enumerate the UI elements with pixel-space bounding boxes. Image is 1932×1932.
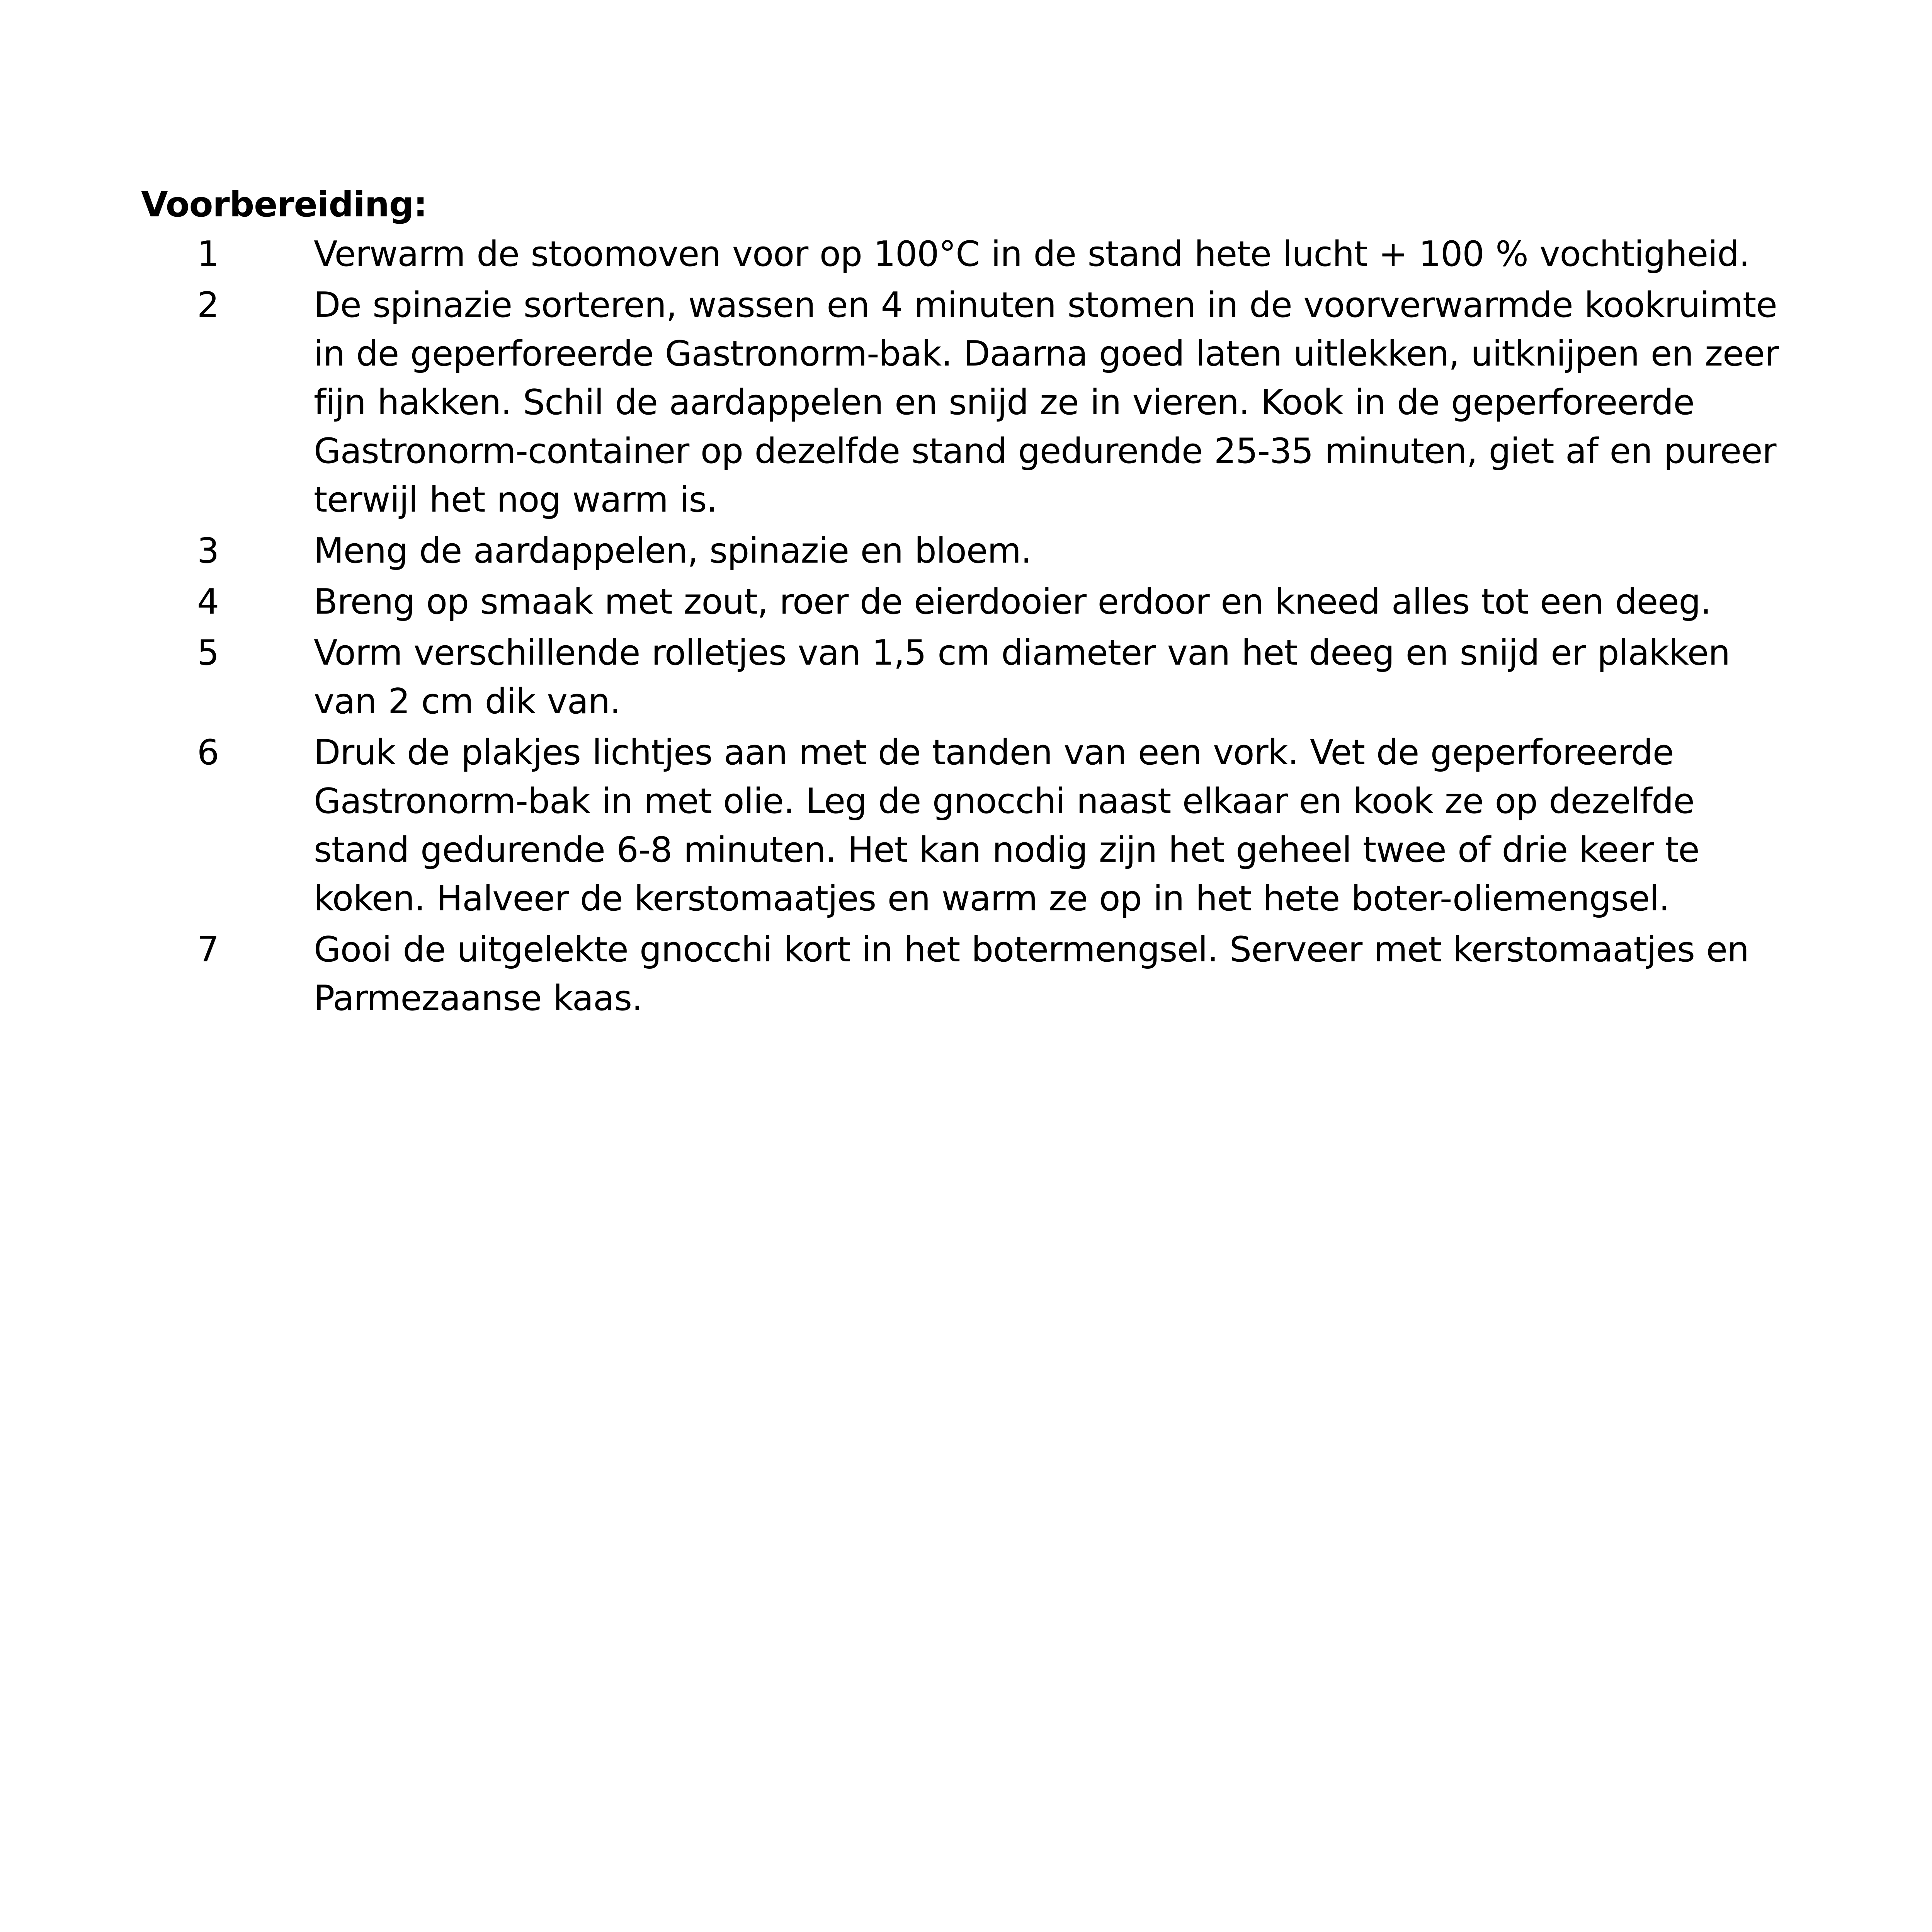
- step-text: Breng op smaak met zout, roer de eierdooier erdoor en kneed alles tot een deeg.: [314, 582, 1711, 622]
- step-text: Vorm verschillende rolletjes van 1,5 cm diameter van het deeg en snijd er plakken van 2 cm dik van.: [314, 633, 1730, 722]
- preparation-step-1: [197, 230, 1801, 279]
- step-number: 1: [197, 234, 219, 274]
- step-text: Meng de aardappelen, spinazie en bloem.: [314, 531, 1032, 571]
- section-heading: Voorbereiding:: [141, 184, 427, 225]
- preparation-step-4: [197, 578, 1801, 626]
- step-text: Gooi de uitgelekte gnocchi kort in het botermengsel. Serveer met kerstomaatjes en Parmezaanse kaas.: [314, 929, 1749, 1019]
- step-number: 6: [197, 732, 219, 773]
- step-number: 3: [197, 531, 219, 571]
- step-text: Druk de plakjes lichtjes aan met de tanden van een vork. Vet de geperforeerde Gastronorm-bak in met olie. Leg de gnocchi naast elkaar en kook ze op dezelfde stand gedurende 6-8 minuten. Het kan nodig zijn het geheel twee of drie keer te koken. Halveer de kerstomaatjes en warm ze op in het hete boter-oliemengsel.: [314, 732, 1699, 919]
- preparation-steps-list: [197, 230, 1801, 1025]
- step-number: 4: [197, 582, 219, 622]
- preparation-step-7: [197, 925, 1801, 1023]
- preparation-step-3: [197, 527, 1801, 575]
- step-text: De spinazie sorteren, wassen en 4 minuten stomen in de voorverwarmde kookruimte in de geperforeerde Gastronorm-bak. Daarna goed laten uitlekken, uitknijpen en zeer fijn hakken. Schil de aardappelen en snijd ze in vieren. Kook in de geperforeerde Gastronorm-container op dezelfde stand gedurende 25-35 minuten, giet af en pureer terwijl het nog warm is.: [314, 285, 1779, 520]
- preparation-step-2: [197, 281, 1801, 524]
- step-number: 5: [197, 633, 219, 673]
- step-number: 7: [197, 929, 219, 970]
- step-number: 2: [197, 285, 219, 325]
- step-text: Verwarm de stoomoven voor op 100°C in de stand hete lucht + 100 % vochtigheid.: [314, 234, 1750, 274]
- preparation-step-5: [197, 629, 1801, 726]
- preparation-step-6: [197, 728, 1801, 923]
